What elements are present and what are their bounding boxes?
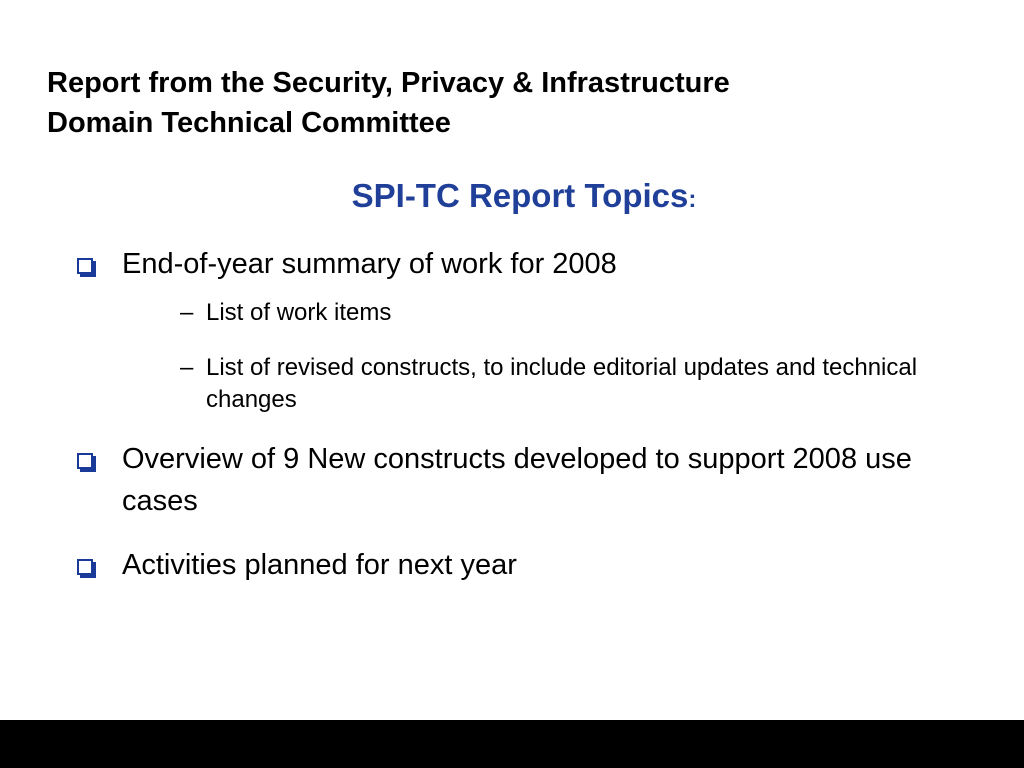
dash-icon: – [180,354,194,381]
subtitle-colon: : [688,186,697,213]
checkbox-icon [77,453,93,469]
dash-icon: – [180,299,194,326]
checkbox-icon [77,258,93,274]
footer-bar [0,720,1024,768]
bullet-text: Overview of 9 New constructs developed to support 2008 use cases [122,443,912,517]
checkbox-icon [77,559,93,575]
bullet-item [74,243,954,416]
bullet-text: Activities planned for next year [122,549,517,581]
sub-bullet-list [180,297,954,416]
slide-title-line-1: Report from the Security, Privacy & Infrastructure [47,67,730,99]
bullet-item [74,438,954,522]
slide-title-line-2: Domain Technical Committee [47,107,451,139]
slide-subtitle [0,174,1024,222]
subtitle-text: SPI-TC Report Topics [351,177,689,214]
bullet-text: End-of-year summary of work for 2008 [122,248,617,280]
sub-bullet-item [180,297,954,329]
slide-title [47,63,947,143]
sub-bullet-item [180,352,954,416]
sub-bullet-text: List of revised constructs, to include editorial updates and technical changes [206,354,918,413]
bullet-item [74,544,954,586]
bullet-list [74,243,954,586]
sub-bullet-text: List of work items [206,299,392,326]
